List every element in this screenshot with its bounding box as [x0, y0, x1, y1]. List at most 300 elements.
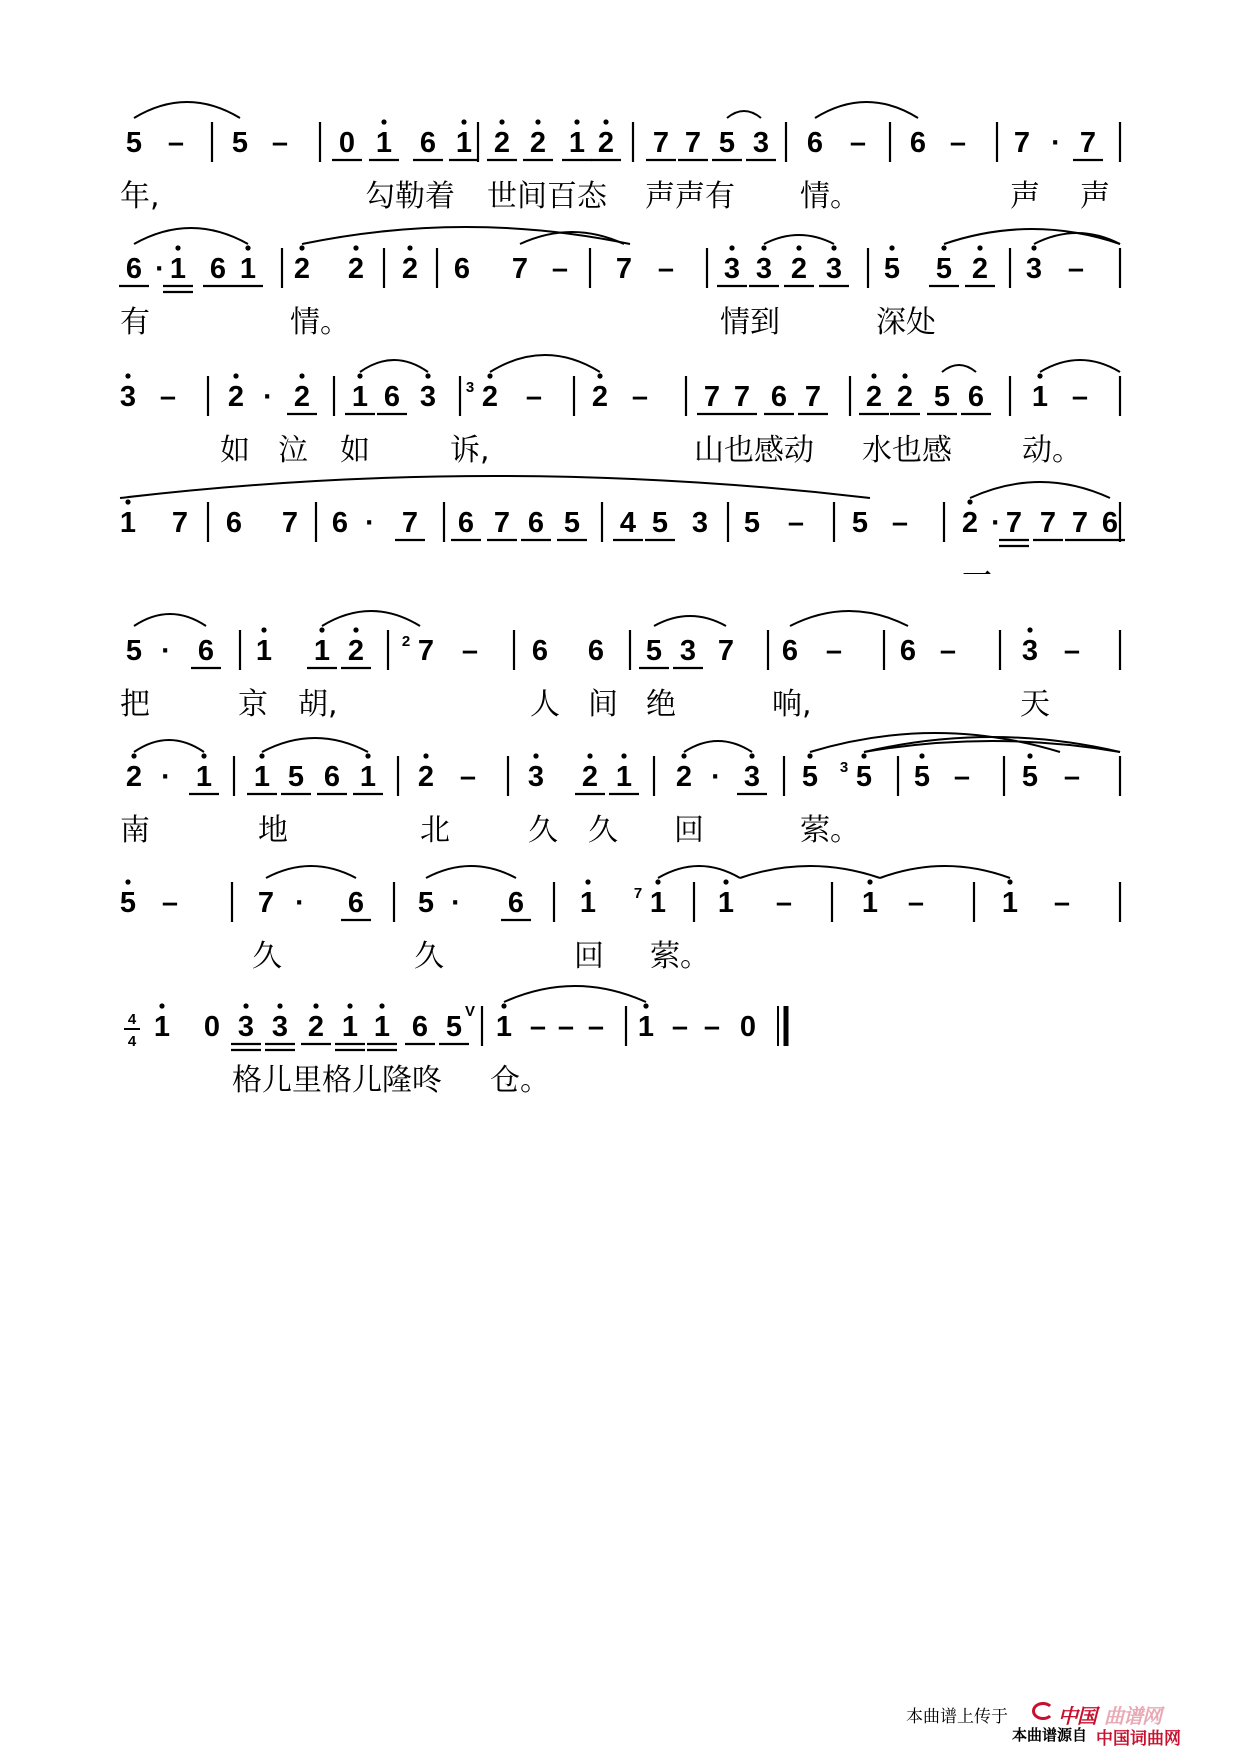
- note-digit: 6: [383, 381, 401, 413]
- lyric-text: 声: [1010, 179, 1040, 214]
- dash-extension: –: [525, 381, 543, 413]
- dash-extension: –: [825, 635, 843, 667]
- note-digit: 1: [239, 253, 257, 285]
- note-digit: 1: [649, 887, 667, 919]
- note-digit: 2: [591, 381, 609, 413]
- octave-up-dot: [643, 1003, 648, 1008]
- lyric-text: 把: [120, 687, 150, 722]
- note-digit: 7: [257, 887, 275, 919]
- slur-tie: [134, 228, 248, 244]
- octave-up-dot: [125, 879, 130, 884]
- lyric-text: 深处: [876, 305, 936, 340]
- lyric-text: 久: [528, 813, 558, 848]
- octave-up-dot: [245, 245, 250, 250]
- note-digit: 7: [804, 381, 822, 413]
- note-digit: 5: [445, 1011, 463, 1043]
- note-digit: 1: [568, 127, 586, 159]
- lyric-text: 声声有: [645, 179, 735, 214]
- note-digit: 7: [1013, 127, 1031, 159]
- note-digit: 1: [375, 127, 393, 159]
- brand-site-link[interactable]: 中国词曲网: [1096, 1729, 1181, 1749]
- note-digit: 6: [587, 635, 605, 667]
- dash-extension: –: [1053, 887, 1071, 919]
- note-digit: 7: [493, 507, 511, 539]
- slur-tie: [490, 355, 600, 372]
- octave-up-dot: [761, 245, 766, 250]
- note-digit: 7: [401, 507, 419, 539]
- note-digit: 1: [579, 887, 597, 919]
- octave-up-dot: [277, 1003, 282, 1008]
- slur-tie: [1040, 360, 1120, 372]
- lyric-text: 世间百态: [487, 179, 607, 214]
- octave-up-dot: [655, 879, 660, 884]
- dash-extension: –: [1067, 253, 1085, 285]
- note-digit: 2: [865, 381, 883, 413]
- slur-tie: [727, 111, 761, 118]
- note-digit: 7: [703, 381, 721, 413]
- note-digit: 1: [195, 761, 213, 793]
- note-digit: 6: [453, 253, 471, 285]
- lyric-text: 仓。: [490, 1063, 550, 1098]
- lyric-text: 情。: [800, 179, 860, 214]
- note-digit: 0: [203, 1011, 221, 1043]
- note-digit: 1: [253, 761, 271, 793]
- note-digit: 6: [197, 635, 215, 667]
- dash-extension: –: [631, 381, 649, 413]
- note-digit: 6: [770, 381, 788, 413]
- note-digit: 1: [341, 1011, 359, 1043]
- slur-tie: [864, 737, 1120, 752]
- note-digit: 7: [684, 127, 702, 159]
- dash-extension: –: [461, 635, 479, 667]
- dash-extension: –: [1063, 761, 1081, 793]
- note-digit: 7: [652, 127, 670, 159]
- note-digit: 2: [307, 1011, 325, 1043]
- slur-tie: [970, 482, 1110, 498]
- note-digit: 7: [1005, 507, 1023, 539]
- dash-extension: –: [161, 887, 179, 919]
- lyric-text: 间: [588, 687, 618, 722]
- augmentation-dot: ·: [161, 635, 171, 667]
- lyric-text: 诉,: [450, 433, 490, 468]
- note-digit: 6: [411, 1011, 429, 1043]
- note-digit: 5: [125, 127, 143, 159]
- note-digit: 3: [691, 507, 709, 539]
- octave-up-dot: [1031, 245, 1036, 250]
- octave-up-dot: [353, 245, 358, 250]
- time-signature-denominator: 4: [127, 1033, 137, 1050]
- note-digit: 1: [717, 887, 735, 919]
- note-digit: 1: [861, 887, 879, 919]
- octave-up-dot: [867, 879, 872, 884]
- octave-up-dot: [681, 753, 686, 758]
- dash-extension: –: [529, 1011, 547, 1043]
- note-digit: 7: [615, 253, 633, 285]
- lyric-text: 情到: [720, 305, 780, 340]
- dash-extension: –: [953, 761, 971, 793]
- augmentation-dot: ·: [263, 381, 273, 413]
- note-digit: 3: [752, 127, 770, 159]
- note-digit: 5: [287, 761, 305, 793]
- slur-tie: [815, 102, 918, 118]
- note-digit: 3: [237, 1011, 255, 1043]
- augmentation-dot: ·: [1051, 127, 1061, 159]
- octave-up-dot: [533, 753, 538, 758]
- lyric-text: 年,: [120, 179, 160, 214]
- note-digit: 3: [679, 635, 697, 667]
- slur-tie: [302, 227, 630, 244]
- note-digit: 5: [119, 887, 137, 919]
- note-digit: 3: [419, 381, 437, 413]
- note-digit: 6: [225, 507, 243, 539]
- lyric-text: 如: [340, 433, 370, 468]
- brand-red-text: 中国: [1058, 1704, 1096, 1728]
- dash-extension: –: [657, 253, 675, 285]
- note-digit: 2: [675, 761, 693, 793]
- grace-note: 7: [633, 885, 643, 902]
- slur-tie: [944, 229, 1120, 244]
- octave-up-dot: [299, 373, 304, 378]
- octave-up-dot: [603, 119, 608, 124]
- note-digit: 5: [913, 761, 931, 793]
- note-digit: 2: [347, 635, 365, 667]
- octave-up-dot: [861, 753, 866, 758]
- augmentation-dot: ·: [365, 507, 375, 539]
- lyric-text: 有: [120, 305, 150, 340]
- octave-up-dot: [379, 1003, 384, 1008]
- note-digit: 2: [347, 253, 365, 285]
- note-digit: 5: [801, 761, 819, 793]
- dash-extension: –: [1063, 635, 1081, 667]
- dash-extension: –: [787, 507, 805, 539]
- augmentation-dot: ·: [161, 761, 171, 793]
- note-digit: 0: [338, 127, 356, 159]
- octave-up-dot: [201, 753, 206, 758]
- dash-extension: –: [671, 1011, 689, 1043]
- note-digit: 5: [645, 635, 663, 667]
- dash-extension: –: [939, 635, 957, 667]
- octave-up-dot: [159, 1003, 164, 1008]
- note-digit: 7: [511, 253, 529, 285]
- octave-up-dot: [365, 753, 370, 758]
- octave-up-dot: [499, 119, 504, 124]
- octave-up-dot: [131, 753, 136, 758]
- slur-tie: [266, 866, 356, 878]
- note-digit: 6: [347, 887, 365, 919]
- note-digit: 2: [896, 381, 914, 413]
- note-digit: 5: [935, 253, 953, 285]
- octave-up-dot: [261, 627, 266, 632]
- dash-extension: –: [271, 127, 289, 159]
- note-digit: 6: [331, 507, 349, 539]
- note-digit: 3: [1025, 253, 1043, 285]
- brand-pink-text: 曲谱网: [1104, 1704, 1161, 1728]
- note-digit: 5: [743, 507, 761, 539]
- note-digit: 7: [1079, 127, 1097, 159]
- note-digit: 3: [743, 761, 761, 793]
- octave-up-dot: [259, 753, 264, 758]
- augmentation-dot: ·: [451, 887, 461, 919]
- octave-up-dot: [574, 119, 579, 124]
- note-digit: 2: [125, 761, 143, 793]
- slur-tie: [654, 616, 726, 626]
- octave-up-dot: [941, 245, 946, 250]
- octave-up-dot: [125, 499, 130, 504]
- grace-note: 3: [839, 759, 849, 776]
- note-digit: 6: [507, 887, 525, 919]
- slur-tie: [322, 611, 420, 626]
- lyric-text: 萦。: [800, 813, 860, 848]
- lyric-text: 人: [530, 687, 560, 722]
- slur-tie: [942, 365, 976, 372]
- note-digit: 1: [169, 253, 187, 285]
- octave-up-dot: [347, 1003, 352, 1008]
- lyric-text: 地: [258, 813, 288, 848]
- octave-up-dot: [585, 879, 590, 884]
- note-digit: 5: [1021, 761, 1039, 793]
- octave-up-dot: [425, 373, 430, 378]
- octave-up-dot: [729, 245, 734, 250]
- dash-extension: –: [557, 1011, 575, 1043]
- note-digit: 4: [619, 507, 637, 539]
- note-digit: 5: [651, 507, 669, 539]
- note-digit: 6: [1101, 507, 1119, 539]
- note-digit: 7: [281, 507, 299, 539]
- note-digit: 5: [563, 507, 581, 539]
- slur-tie: [790, 611, 908, 626]
- lyric-text: 泣: [278, 433, 308, 468]
- lyric-text: 绝: [646, 687, 676, 722]
- octave-up-dot: [501, 1003, 506, 1008]
- octave-up-dot: [902, 373, 907, 378]
- octave-up-dot: [1027, 753, 1032, 758]
- note-digit: 5: [125, 635, 143, 667]
- note-digit: 7: [1071, 507, 1089, 539]
- note-digit: 2: [790, 253, 808, 285]
- upload-note: 本曲谱上传于: [906, 1707, 1008, 1727]
- lyric-text: 山也感动: [694, 433, 814, 468]
- note-digit: 5: [883, 253, 901, 285]
- octave-up-dot: [807, 753, 812, 758]
- octave-up-dot: [871, 373, 876, 378]
- note-digit: 6: [419, 127, 437, 159]
- octave-up-dot: [423, 753, 428, 758]
- octave-up-dot: [319, 627, 324, 632]
- dash-extension: –: [587, 1011, 605, 1043]
- note-digit: 2: [597, 127, 615, 159]
- grace-note: 2: [401, 633, 411, 650]
- note-digit: 1: [359, 761, 377, 793]
- note-digit: 2: [971, 253, 989, 285]
- slur-tie: [426, 866, 516, 878]
- dash-extension: –: [775, 887, 793, 919]
- octave-up-dot: [461, 119, 466, 124]
- slur-tie: [504, 986, 646, 1002]
- note-digit: 2: [961, 507, 979, 539]
- note-digit: 6: [899, 635, 917, 667]
- octave-up-dot: [313, 1003, 318, 1008]
- lyric-text: 京: [238, 687, 268, 722]
- lyric-text: 水也感: [862, 433, 952, 468]
- note-digit: 7: [417, 635, 435, 667]
- note-digit: 5: [851, 507, 869, 539]
- lyric-text: 天: [1020, 687, 1050, 722]
- note-digit: 1: [495, 1011, 513, 1043]
- breath-mark: V: [464, 1003, 476, 1020]
- site-logo-icon: [1032, 1702, 1054, 1720]
- dash-extension: –: [159, 381, 177, 413]
- note-digit: 1: [615, 761, 633, 793]
- octave-up-dot: [749, 753, 754, 758]
- augmentation-dot: ·: [711, 761, 721, 793]
- octave-up-dot: [487, 373, 492, 378]
- note-digit: 2: [293, 253, 311, 285]
- lyric-text: 情。: [290, 305, 350, 340]
- octave-up-dot: [1027, 627, 1032, 632]
- lyric-text: 回: [674, 813, 704, 848]
- augmentation-dot: ·: [991, 507, 1001, 539]
- slur-tie: [360, 360, 428, 372]
- note-digit: 1: [373, 1011, 391, 1043]
- octave-up-dot: [381, 119, 386, 124]
- note-digit: 5: [718, 127, 736, 159]
- note-digit: 1: [351, 381, 369, 413]
- slur-tie: [120, 476, 870, 498]
- note-digit: 2: [417, 761, 435, 793]
- slur-tie: [740, 866, 880, 878]
- octave-up-dot: [796, 245, 801, 250]
- note-digit: 6: [125, 253, 143, 285]
- slur-tie: [880, 866, 1010, 878]
- note-digit: 3: [271, 1011, 289, 1043]
- note-digit: 1: [1031, 381, 1049, 413]
- lyric-text: 久: [252, 939, 282, 974]
- note-digit: 3: [119, 381, 137, 413]
- octave-up-dot: [357, 373, 362, 378]
- note-digit: 1: [637, 1011, 655, 1043]
- note-digit: 5: [855, 761, 873, 793]
- lyric-text: 响,: [772, 687, 812, 722]
- lyric-text: 勾勒着: [365, 179, 455, 214]
- note-digit: 3: [1021, 635, 1039, 667]
- lyric-text: 久: [588, 813, 618, 848]
- lyric-text: 回: [574, 939, 604, 974]
- note-digit: 6: [209, 253, 227, 285]
- note-digit: 2: [581, 761, 599, 793]
- dash-extension: –: [551, 253, 569, 285]
- slur-tie: [684, 741, 752, 752]
- note-digit: 1: [153, 1011, 171, 1043]
- lyric-text: 格儿里格儿隆咚: [232, 1063, 442, 1098]
- slur-tie: [1034, 233, 1120, 244]
- note-digit: 1: [455, 127, 473, 159]
- note-digit: 1: [313, 635, 331, 667]
- slur-tie: [262, 738, 368, 752]
- lyric-text: 胡,: [298, 687, 338, 722]
- note-digit: 6: [531, 635, 549, 667]
- octave-up-dot: [233, 373, 238, 378]
- time-signature-numerator: 4: [127, 1011, 137, 1028]
- note-digit: 1: [119, 507, 137, 539]
- lyric-text: 萦。: [650, 939, 710, 974]
- dash-extension: –: [849, 127, 867, 159]
- dash-extension: –: [1071, 381, 1089, 413]
- octave-up-dot: [597, 373, 602, 378]
- augmentation-dot: ·: [295, 887, 305, 919]
- note-digit: 3: [755, 253, 773, 285]
- slur-tie: [764, 235, 834, 244]
- note-digit: 7: [717, 635, 735, 667]
- note-digit: 5: [417, 887, 435, 919]
- lyric-text: 如: [220, 433, 250, 468]
- note-digit: 2: [227, 381, 245, 413]
- note-digit: 2: [401, 253, 419, 285]
- dash-extension: –: [167, 127, 185, 159]
- lyric-text: 声: [1080, 179, 1110, 214]
- dash-extension: –: [703, 1011, 721, 1043]
- note-digit: 3: [723, 253, 741, 285]
- slur-tie: [134, 102, 240, 118]
- note-digit: 3: [825, 253, 843, 285]
- octave-up-dot: [723, 879, 728, 884]
- slur-tie: [134, 740, 204, 752]
- note-digit: 6: [781, 635, 799, 667]
- octave-up-dot: [535, 119, 540, 124]
- octave-up-dot: [1007, 879, 1012, 884]
- lyric-text: 一: [962, 559, 992, 594]
- lyric-text: 南: [120, 813, 150, 848]
- note-digit: 6: [967, 381, 985, 413]
- octave-up-dot: [621, 753, 626, 758]
- note-digit: 7: [1039, 507, 1057, 539]
- octave-up-dot: [243, 1003, 248, 1008]
- dash-extension: –: [891, 507, 909, 539]
- note-digit: 2: [493, 127, 511, 159]
- note-digit: 6: [323, 761, 341, 793]
- dash-extension: –: [459, 761, 477, 793]
- note-digit: 5: [231, 127, 249, 159]
- octave-up-dot: [353, 627, 358, 632]
- source-note: 本曲谱源自: [1012, 1726, 1088, 1744]
- note-digit: 1: [1001, 887, 1019, 919]
- note-digit: 2: [293, 381, 311, 413]
- lyric-text: 北: [420, 813, 450, 848]
- note-digit: 6: [457, 507, 475, 539]
- note-digit: 6: [527, 507, 545, 539]
- slur-tie: [134, 614, 206, 626]
- octave-up-dot: [919, 753, 924, 758]
- site-footer: [906, 1702, 1226, 1749]
- note-digit: 5: [933, 381, 951, 413]
- octave-up-dot: [967, 499, 972, 504]
- note-digit: 2: [481, 381, 499, 413]
- dash-extension: –: [949, 127, 967, 159]
- augmentation-dot: ·: [155, 253, 165, 285]
- dash-extension: –: [907, 887, 925, 919]
- octave-up-dot: [407, 245, 412, 250]
- note-digit: 6: [806, 127, 824, 159]
- octave-up-dot: [299, 245, 304, 250]
- octave-up-dot: [831, 245, 836, 250]
- lyric-text: 久: [414, 939, 444, 974]
- note-digit: 1: [255, 635, 273, 667]
- lyric-text: 动。: [1022, 433, 1082, 468]
- slur-tie: [658, 866, 740, 878]
- note-digit: 6: [909, 127, 927, 159]
- note-digit: 0: [739, 1011, 757, 1043]
- note-digit: 2: [529, 127, 547, 159]
- grace-note: 3: [465, 379, 475, 396]
